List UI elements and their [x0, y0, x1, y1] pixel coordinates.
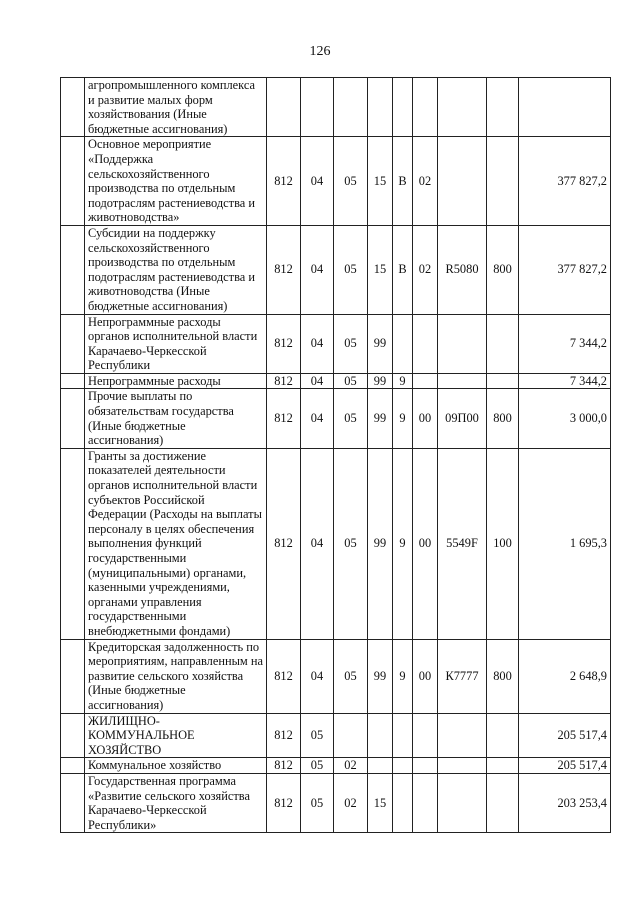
- budget-table: [60, 77, 611, 833]
- expense-type-cell: 800: [487, 225, 519, 314]
- row-marker-cell: [61, 389, 85, 448]
- amount-cell: 205 517,4: [519, 758, 611, 774]
- section-code-cell: 04: [301, 448, 334, 639]
- expense-type-cell: [487, 373, 519, 389]
- program-code-cell: 15: [368, 137, 393, 226]
- subsection-code-cell: 05: [334, 314, 368, 373]
- direction-code-cell: [438, 773, 487, 832]
- direction-code-cell: [438, 373, 487, 389]
- table-row: [61, 389, 611, 448]
- row-marker-cell: [61, 373, 85, 389]
- table-row: [61, 448, 611, 639]
- direction-code-cell: [438, 758, 487, 774]
- item-name-cell: Непрограммные расходы органов исполнительной власти Карачаево-Черкесской Республики: [85, 314, 267, 373]
- section-code-cell: 05: [301, 713, 334, 758]
- program-code-cell: [368, 713, 393, 758]
- row-marker-cell: [61, 78, 85, 137]
- section-code-cell: 04: [301, 225, 334, 314]
- item-name-cell: агропромышленного комплекса и развитие малых форм хозяйствования (Иные бюджетные ассигнования): [85, 78, 267, 137]
- table-row: [61, 225, 611, 314]
- ministry-code-cell: 812: [267, 225, 301, 314]
- section-code-cell: 04: [301, 314, 334, 373]
- subprogram-code-cell: [393, 773, 413, 832]
- expense-type-cell: [487, 773, 519, 832]
- item-name-cell: Коммунальное хозяйство: [85, 758, 267, 774]
- row-marker-cell: [61, 137, 85, 226]
- expense-type-cell: [487, 314, 519, 373]
- subsection-code-cell: 02: [334, 758, 368, 774]
- subprogram-code-cell: 9: [393, 448, 413, 639]
- expense-type-cell: [487, 78, 519, 137]
- item-name-cell: Кредиторская задолженность по мероприятиям, направленным на развитие сельского хозяйства (Иные бюджетные ассигнования): [85, 639, 267, 713]
- subprogram-code-cell: [393, 758, 413, 774]
- program-code-cell: [368, 78, 393, 137]
- subprogram-code-cell: [393, 78, 413, 137]
- subprogram-code-cell: 9: [393, 639, 413, 713]
- amount-cell: 205 517,4: [519, 713, 611, 758]
- ministry-code-cell: 812: [267, 773, 301, 832]
- ministry-code-cell: 812: [267, 389, 301, 448]
- event-code-cell: 00: [413, 448, 438, 639]
- program-code-cell: 99: [368, 448, 393, 639]
- table-row: [61, 314, 611, 373]
- row-marker-cell: [61, 758, 85, 774]
- program-code-cell: 99: [368, 389, 393, 448]
- table-row: [61, 713, 611, 758]
- direction-code-cell: [438, 713, 487, 758]
- item-name-cell: Основное мероприятие «Поддержка сельскохозяйственного производства по отдельным подотраслям растениеводства и животноводства»: [85, 137, 267, 226]
- amount-cell: 2 648,9: [519, 639, 611, 713]
- subsection-code-cell: 05: [334, 137, 368, 226]
- program-code-cell: 15: [368, 225, 393, 314]
- subsection-code-cell: 05: [334, 389, 368, 448]
- item-name-cell: Субсидии на поддержку сельскохозяйственного производства по отдельным подотраслям растениеводства и животноводства (Иные бюджетные ассигнования): [85, 225, 267, 314]
- amount-cell: 1 695,3: [519, 448, 611, 639]
- subsection-code-cell: 05: [334, 448, 368, 639]
- row-marker-cell: [61, 639, 85, 713]
- section-code-cell: 04: [301, 639, 334, 713]
- subprogram-code-cell: 9: [393, 389, 413, 448]
- program-code-cell: 99: [368, 314, 393, 373]
- section-code-cell: 04: [301, 373, 334, 389]
- table-row: [61, 373, 611, 389]
- item-name-cell: Гранты за достижение показателей деятельности органов исполнительной власти субъектов Российской Федерации (Расходы на выплаты персоналу в целях обеспечения выполнения функций государственными (муниципальными) органами, казенными учреждениями, органами управления государственными внебюджетными фондами): [85, 448, 267, 639]
- event-code-cell: [413, 773, 438, 832]
- section-code-cell: [301, 78, 334, 137]
- expense-type-cell: [487, 137, 519, 226]
- event-code-cell: [413, 758, 438, 774]
- ministry-code-cell: 812: [267, 758, 301, 774]
- direction-code-cell: [438, 314, 487, 373]
- subprogram-code-cell: 9: [393, 373, 413, 389]
- section-code-cell: 04: [301, 137, 334, 226]
- direction-code-cell: R5080: [438, 225, 487, 314]
- expense-type-cell: [487, 713, 519, 758]
- event-code-cell: 00: [413, 389, 438, 448]
- expense-type-cell: 800: [487, 389, 519, 448]
- amount-cell: 3 000,0: [519, 389, 611, 448]
- item-name-cell: Прочие выплаты по обязательствам государства (Иные бюджетные ассигнования): [85, 389, 267, 448]
- program-code-cell: 15: [368, 773, 393, 832]
- direction-code-cell: 5549F: [438, 448, 487, 639]
- subsection-code-cell: 05: [334, 373, 368, 389]
- expense-type-cell: [487, 758, 519, 774]
- ministry-code-cell: 812: [267, 137, 301, 226]
- subprogram-code-cell: В: [393, 137, 413, 226]
- amount-cell: 203 253,4: [519, 773, 611, 832]
- subsection-code-cell: 05: [334, 639, 368, 713]
- event-code-cell: [413, 373, 438, 389]
- page-number: 126: [309, 44, 331, 59]
- table-row: [61, 758, 611, 774]
- ministry-code-cell: 812: [267, 373, 301, 389]
- subprogram-code-cell: В: [393, 225, 413, 314]
- amount-cell: 7 344,2: [519, 373, 611, 389]
- event-code-cell: [413, 713, 438, 758]
- row-marker-cell: [61, 314, 85, 373]
- section-code-cell: 05: [301, 773, 334, 832]
- event-code-cell: [413, 78, 438, 137]
- amount-cell: 377 827,2: [519, 225, 611, 314]
- direction-code-cell: [438, 78, 487, 137]
- amount-cell: [519, 78, 611, 137]
- table-row: [61, 137, 611, 226]
- row-marker-cell: [61, 713, 85, 758]
- ministry-code-cell: [267, 78, 301, 137]
- ministry-code-cell: 812: [267, 639, 301, 713]
- item-name-cell: ЖИЛИЩНО-КОММУНАЛЬНОЕ ХОЗЯЙСТВО: [85, 713, 267, 758]
- table-row: [61, 773, 611, 832]
- table-body: [61, 78, 611, 833]
- ministry-code-cell: 812: [267, 314, 301, 373]
- item-name-cell: Непрограммные расходы: [85, 373, 267, 389]
- direction-code-cell: [438, 137, 487, 226]
- subsection-code-cell: [334, 713, 368, 758]
- table-row: [61, 639, 611, 713]
- expense-type-cell: 800: [487, 639, 519, 713]
- subsection-code-cell: 05: [334, 225, 368, 314]
- row-marker-cell: [61, 773, 85, 832]
- program-code-cell: 99: [368, 639, 393, 713]
- subsection-code-cell: [334, 78, 368, 137]
- item-name-cell: Государственная программа «Развитие сельского хозяйства Карачаево-Черкесской Республики»: [85, 773, 267, 832]
- amount-cell: 377 827,2: [519, 137, 611, 226]
- ministry-code-cell: 812: [267, 448, 301, 639]
- subprogram-code-cell: [393, 713, 413, 758]
- direction-code-cell: 09П00: [438, 389, 487, 448]
- table-row: [61, 78, 611, 137]
- row-marker-cell: [61, 448, 85, 639]
- amount-cell: 7 344,2: [519, 314, 611, 373]
- program-code-cell: [368, 758, 393, 774]
- subsection-code-cell: 02: [334, 773, 368, 832]
- event-code-cell: 02: [413, 225, 438, 314]
- row-marker-cell: [61, 225, 85, 314]
- event-code-cell: 00: [413, 639, 438, 713]
- direction-code-cell: К7777: [438, 639, 487, 713]
- section-code-cell: 05: [301, 758, 334, 774]
- expense-type-cell: 100: [487, 448, 519, 639]
- program-code-cell: 99: [368, 373, 393, 389]
- subprogram-code-cell: [393, 314, 413, 373]
- ministry-code-cell: 812: [267, 713, 301, 758]
- section-code-cell: 04: [301, 389, 334, 448]
- event-code-cell: 02: [413, 137, 438, 226]
- event-code-cell: [413, 314, 438, 373]
